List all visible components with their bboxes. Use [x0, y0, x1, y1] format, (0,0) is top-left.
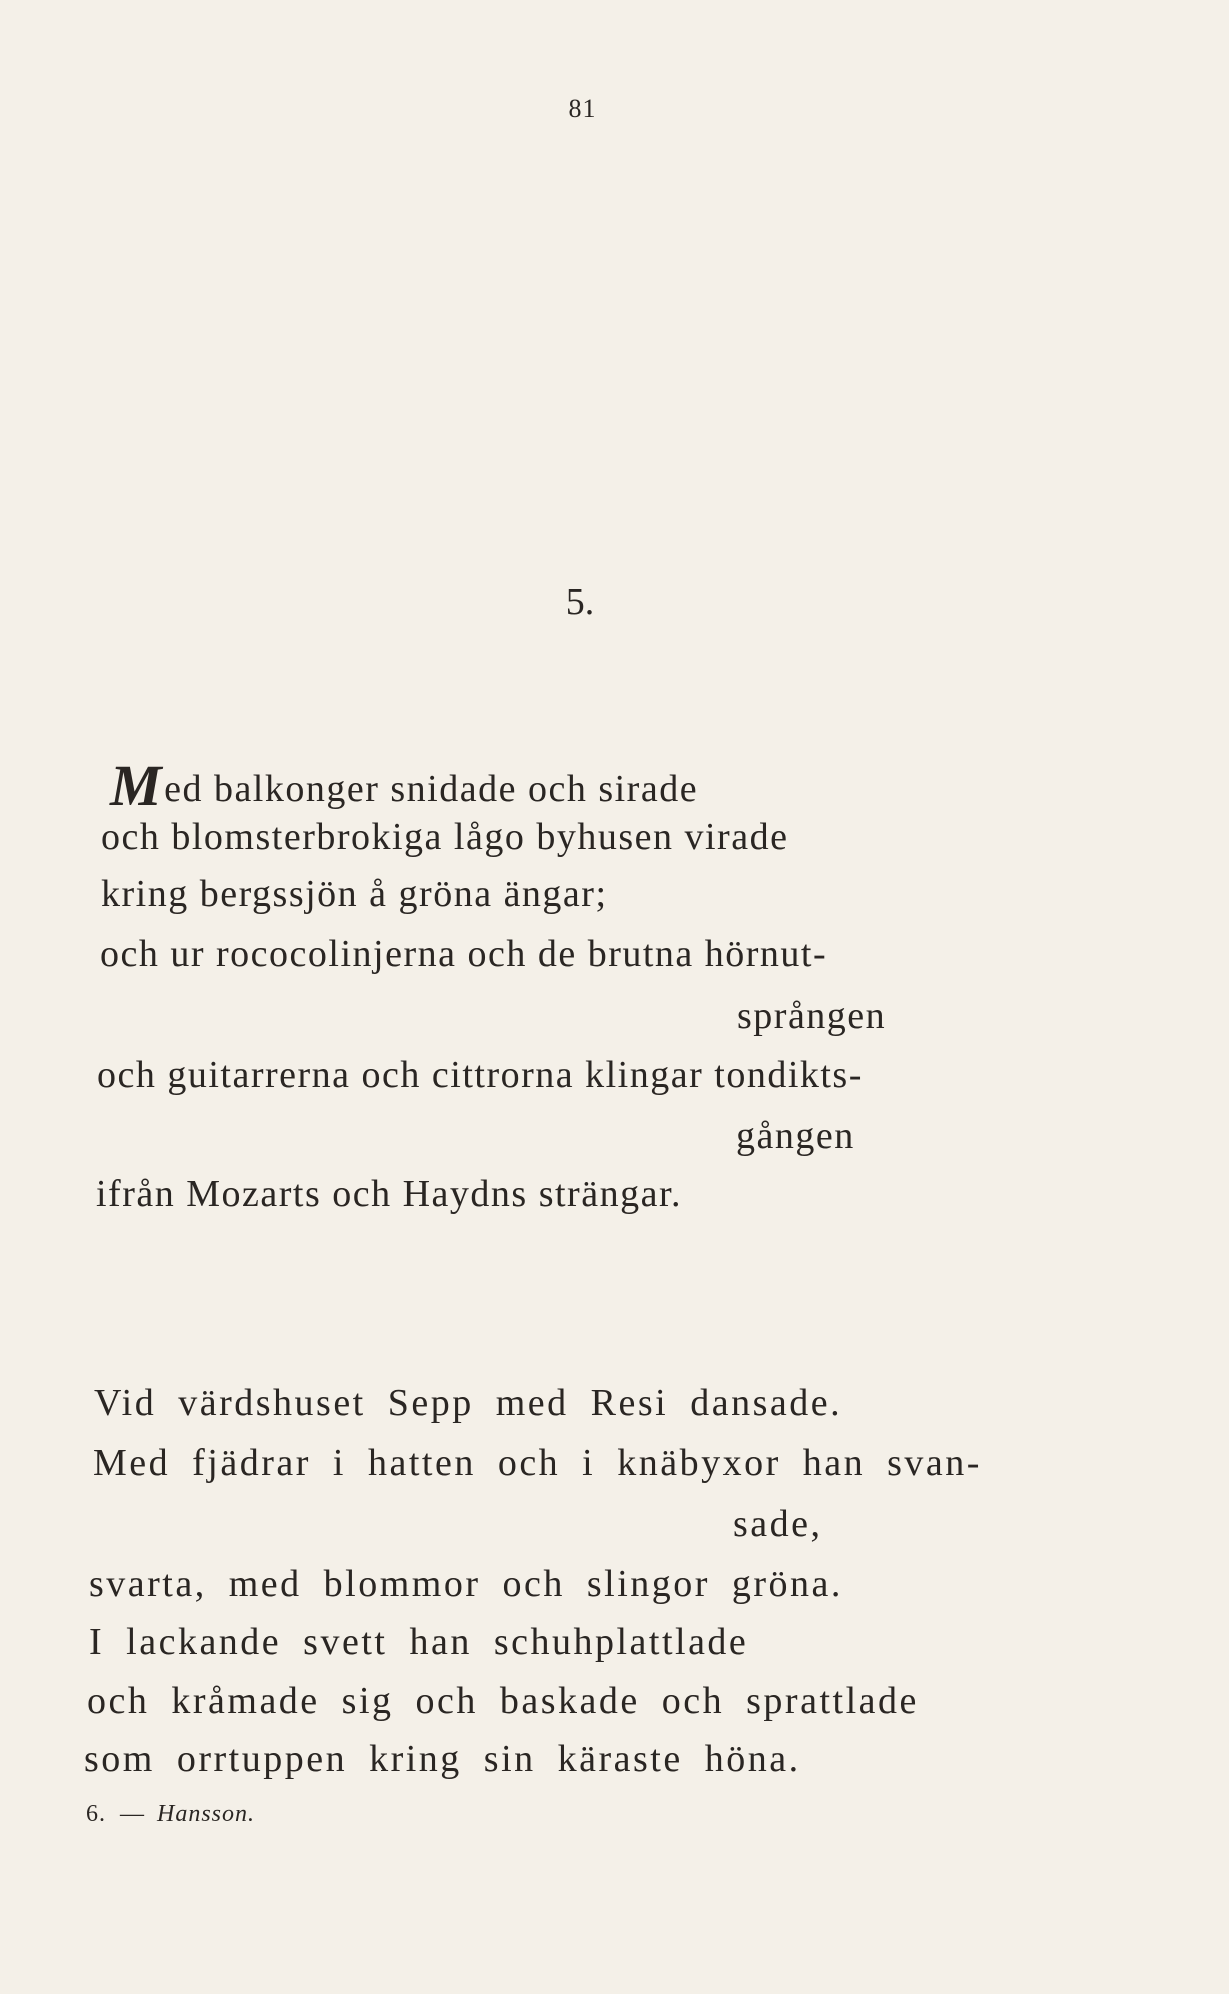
- signature-dash: —: [120, 1801, 145, 1827]
- stanza-1-line-1: [110, 752, 698, 819]
- printer-signature: [86, 1801, 255, 1828]
- stanza-2-line-1: Vid värdshuset Sepp med Resi dansade.: [94, 1382, 843, 1424]
- stanza-1-line-4: och ur rococolinjerna och de brutna hörnut-: [100, 933, 828, 975]
- stanza-1-line-3: kring bergssjön å gröna ängar;: [101, 873, 608, 915]
- dropcap: M: [110, 753, 164, 818]
- signature-number: 6.: [86, 1801, 106, 1827]
- stanza-1-line-6: ifrån Mozarts och Haydns strängar.: [96, 1173, 683, 1215]
- section-number: 5.: [565, 581, 595, 623]
- page-number: 81: [568, 94, 597, 123]
- stanza-2-line-4: I lackande svett han schuhplattlade: [89, 1621, 749, 1663]
- stanza-2-line-5: och kråmade sig och baskade och sprattlade: [87, 1680, 919, 1722]
- stanza-2-line-2-continuation: sade,: [733, 1503, 823, 1545]
- stanza-1-line-5: och guitarrerna och cittrorna klingar tondikts-: [97, 1054, 863, 1096]
- stanza-2-line-2: Med fjädrar i hatten och i knäbyxor han svan-: [93, 1442, 982, 1484]
- stanza-1-line-1-text: ed balkonger snidade och sirade: [164, 768, 699, 810]
- signature-name: Hansson.: [157, 1801, 256, 1827]
- stanza-1-line-2: och blomsterbrokiga lågo byhusen virade: [101, 816, 789, 858]
- stanza-1-line-5-continuation: gången: [736, 1115, 855, 1157]
- stanza-2-line-3: svarta, med blommor och slingor gröna.: [89, 1563, 843, 1605]
- stanza-1-line-4-continuation: sprången: [737, 995, 887, 1037]
- stanza-2-line-6: som orrtuppen kring sin käraste höna.: [84, 1738, 801, 1780]
